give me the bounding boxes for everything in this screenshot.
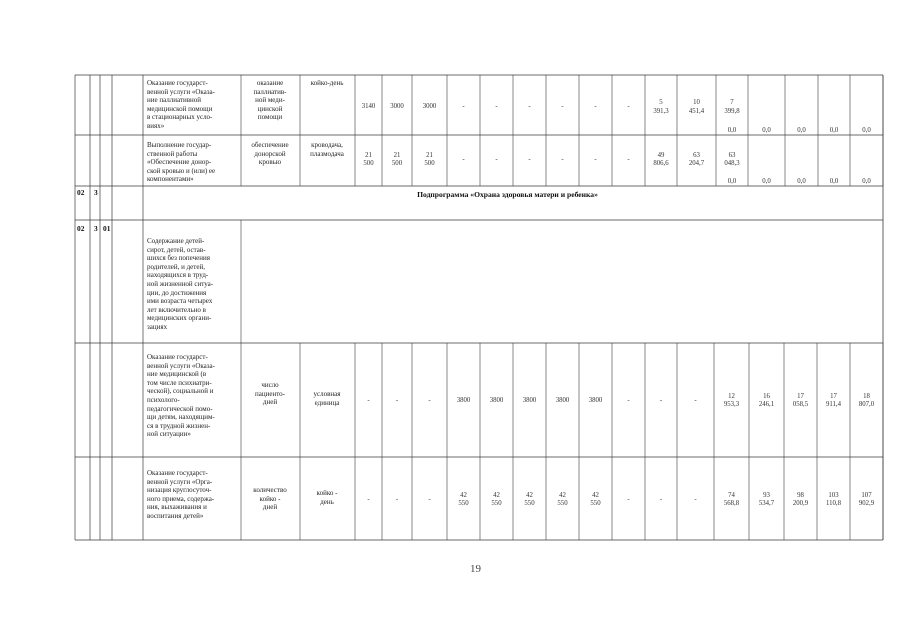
reception-value-1: -	[367, 495, 370, 503]
service-name-child-help: Оказание государст- венной услуги «Оказа- ние медицинской (в том числе психиатри- ческой), социальной и психолого- педагогической помо- щи детям, находящим- ся в трудной жизнен- ной ситуации»	[147, 353, 215, 439]
donor-value-6: -	[528, 155, 531, 163]
child-help-value-12: 12 953,3	[723, 392, 740, 408]
palliative-value-11: 10 451,4	[688, 99, 705, 115]
indicator-child-help: число пациенто- дней	[255, 381, 285, 407]
subprogram-title: Подпрограмма «Охрана здоровья матери и ребенка»	[417, 190, 598, 199]
child-help-value-4: 3800	[456, 396, 471, 404]
palliative-zero-1: 0,0	[727, 127, 737, 134]
palliative-value-2: 3000	[390, 103, 404, 111]
donor-zero-4: 0,0	[829, 178, 839, 185]
child-help-value-14: 17 058,5	[792, 392, 809, 408]
donor-zero-5: 0,0	[862, 178, 871, 185]
reception-value-11: -	[694, 495, 697, 503]
reception-value-16: 107 902,9	[858, 491, 875, 507]
indicator-donor-blood: обеспечение донорской кровью	[251, 141, 289, 167]
reception-value-13: 93 534,7	[758, 491, 775, 507]
donor-zero-2: 0,0	[762, 178, 771, 185]
palliative-value-5: -	[495, 103, 498, 111]
unit-child-help: условная единица	[313, 390, 341, 407]
child-help-value-1: -	[367, 396, 370, 404]
subprogram-code-2: 3	[94, 188, 98, 197]
donor-value-9: -	[627, 155, 630, 163]
donor-value-3: 21 500	[424, 151, 435, 167]
child-help-value-3: -	[428, 396, 431, 404]
child-help-value-5: 3800	[489, 396, 504, 404]
event-name: Содержание детей- сирот, детей, остав- шихся без попечения родителей, и детей, находящихся в труд- ной жизненной ситуа- ции, до достижения ими возраста четырех лет включительно в медицинских органи- зациях	[147, 237, 214, 331]
donor-value-1: 21 500	[363, 151, 374, 167]
donor-value-4: -	[462, 155, 465, 163]
palliative-zero-5: 0,0	[862, 127, 871, 134]
reception-value-15: 103 110,8	[825, 491, 842, 507]
palliative-value-12: 7 399,8	[724, 99, 740, 115]
reception-value-7: 42 550	[557, 491, 568, 507]
child-help-value-7: 3800	[555, 396, 570, 404]
page-number: 19	[470, 563, 481, 575]
donor-zero-1: 0,0	[727, 178, 737, 185]
child-help-value-8: 3800	[588, 396, 603, 404]
child-help-value-11: -	[694, 396, 697, 404]
palliative-value-7: -	[561, 103, 564, 111]
service-name-reception: Оказание государст- венной услуги «Орга- низация круглосуточ- ного приема, содержа- ния, выхаживания и воспитания детей»	[147, 469, 215, 520]
reception-value-10: -	[659, 495, 663, 503]
reception-value-6: 42 550	[524, 491, 535, 507]
palliative-value-1: 3140	[361, 103, 376, 111]
reception-value-8: 42 550	[590, 491, 601, 507]
donor-value-5: -	[495, 155, 498, 163]
event-code-1: 02	[77, 224, 85, 233]
child-help-value-2: -	[395, 396, 399, 404]
unit-palliative: койко-день	[310, 79, 344, 87]
event-code-3: 01	[103, 224, 111, 233]
palliative-value-9: -	[627, 103, 630, 111]
reception-value-14: 98 200,9	[792, 491, 809, 507]
donor-value-11: 63 204,7	[688, 151, 705, 167]
service-name-palliative: Оказание государст- венной услуги «Оказа- ние паллиативной медицинской помощи в стационарных усло- виях»	[147, 79, 215, 130]
reception-value-5: 42 550	[491, 491, 502, 507]
indicator-palliative: оказание паллиатив- ной меди- цинской помощи	[253, 79, 287, 122]
donor-value-10: 49 806,6	[653, 151, 669, 167]
palliative-zero-4: 0,0	[829, 127, 839, 134]
palliative-value-6: -	[528, 103, 531, 111]
donor-value-8: -	[594, 155, 597, 163]
palliative-value-4: -	[462, 103, 465, 111]
child-help-value-6: 3800	[522, 396, 537, 404]
reception-value-4: 42 550	[458, 491, 469, 507]
child-help-value-16: 18 807,0	[858, 392, 875, 408]
indicator-reception: количество койко - дней	[253, 486, 287, 512]
unit-donor-blood: кроводача, плазмодача	[310, 141, 344, 158]
work-name-donor-blood: Выполнение государ- ственной работы «Обеспечение донор- ской кровью и (или) ее компонентами»	[147, 141, 216, 184]
child-help-value-15: 17 911,4	[825, 392, 842, 408]
palliative-zero-2: 0,0	[762, 127, 771, 134]
reception-value-12: 74 568,8	[723, 491, 740, 507]
unit-reception: койко - день	[316, 489, 338, 506]
donor-value-7: -	[561, 155, 564, 163]
subprogram-code-1: 02	[77, 188, 85, 197]
palliative-value-10: 5 391,3	[653, 99, 669, 115]
donor-zero-3: 0,0	[797, 178, 806, 185]
reception-value-2: -	[395, 495, 399, 503]
event-code-2: 3	[94, 224, 98, 233]
donor-value-2: 21 500	[391, 151, 403, 167]
child-help-value-10: -	[659, 396, 663, 404]
palliative-value-3: 3000	[422, 103, 437, 111]
reception-value-3: -	[428, 495, 431, 503]
palliative-value-8: -	[594, 103, 597, 111]
palliative-zero-3: 0,0	[797, 127, 806, 134]
donor-value-12: 63 048,3	[724, 151, 740, 167]
child-help-value-13: 16 246,1	[758, 392, 775, 408]
reception-value-9: -	[627, 495, 630, 503]
child-help-value-9: -	[627, 396, 630, 404]
